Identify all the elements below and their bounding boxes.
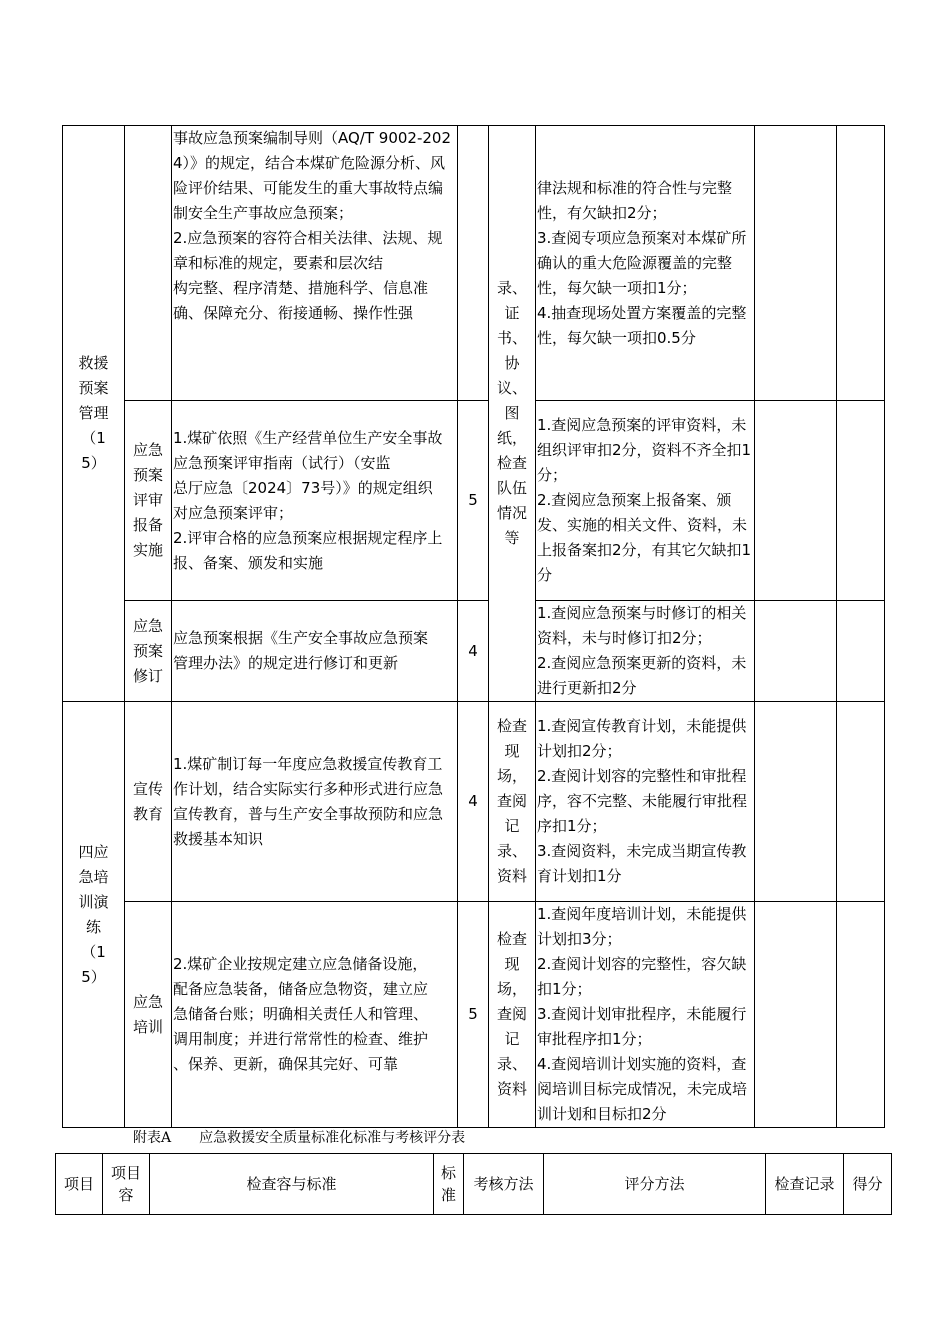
points-cell [837,601,885,702]
header-content: 检查容与标准 [150,1154,434,1215]
score-method-cell: 1.查阅宣传教育计划，未能提供计划扣2分； 2.查阅计划容的完整性和审批程序，容不完整、未能履行审批程序扣1分； 3.查阅资料，未完成当期宣传教育计划扣1分 [536,702,755,902]
sub-item-cell: 应急预案评审报备实施 [125,401,172,601]
content-cell: 1.煤矿依照《生产经营单位生产安全事故应急预案评审指南（试行）（安监 总厅应急〔2024〕73号）》的规定组织 对应急预案评审； 2.评审合格的应急预案应根据规定程序上报、备案、颁发和实施 [172,401,458,601]
item-cell-training-drill: 四应急培训演练（15） [63,702,125,1128]
item-cell-rescue-plan: 救援预案管理（15） [63,126,125,702]
table-row [63,702,885,902]
sub-item-cell: 应急培训 [125,902,172,1128]
points-cell [837,126,885,401]
content-cell: 应急预案根据《生产安全事故应急预案 管理办法》的规定进行修订和更新 [172,601,458,702]
header-points: 得分 [844,1154,892,1215]
record-cell [755,401,837,601]
method-cell: 录、证书、协议、图纸，检查队伍情况等 [489,126,536,702]
record-cell [755,902,837,1128]
header-score-method: 评分方法 [544,1154,766,1215]
score-method-cell: 律法规和标准的符合性与完整性，有欠缺扣2分； 3.查阅专项应急预案对本煤矿所确认的重大危险源覆盖的完整性，每欠缺一项扣1分； 4.抽查现场处置方案覆盖的完整性，每欠缺一项扣0.5分 [536,126,755,401]
table-caption: 附表A 应急救援安全质量标准化标准与考核评分表 [133,1130,466,1146]
header-method: 考核方法 [464,1154,544,1215]
header-record: 检查记录 [766,1154,844,1215]
content-cell: 1.煤矿制订每一年度应急救援宣传教育工作计划，结合实际实行多种形式进行应急宣传教育，普与生产安全事故预防和应急救援基本知识 [172,702,458,902]
record-cell [755,601,837,702]
score-method-cell: 1.查阅年度培训计划，未能提供计划扣3分； 2.查阅计划容的完整性，容欠缺扣1分； 3.查阅计划审批程序，未能履行审批程序扣1分； 4.查阅培训计划实施的资料，查阅培训目标完成情况，未完成培训计划和目标扣2分 [536,902,755,1128]
score-method-cell: 1.查阅应急预案的评审资料，未组织评审扣2分，资料不齐全扣1分； 2.查阅应急预案上报备案、颁发、实施的相关文件、资料，未上报备案扣2分，有其它欠缺扣1分 [536,401,755,601]
record-cell [755,702,837,902]
record-cell [755,126,837,401]
method-cell: 检查现场，查阅记录、资料 [489,702,536,902]
table-row [63,401,885,601]
standard-cell: 4 [458,702,489,902]
standard-cell: 5 [458,902,489,1128]
content-cell: 2.煤矿企业按规定建立应急储备设施， 配备应急装备，储备应急物资，建立应 急储备台账；明确相关责任人和管理、 调用制度；并进行常常性的检查、维护 、保养、更新，确保其完好、可靠 [172,902,458,1128]
score-method-cell: 1.查阅应急预案与时修订的相关资料，未与时修订扣2分； 2.查阅应急预案更新的资料，未进行更新扣2分 [536,601,755,702]
table-row [63,902,885,1128]
points-cell [837,401,885,601]
standard-cell-empty [458,126,489,401]
table-row [63,126,885,401]
method-cell: 检查现场，查阅记录、资料 [489,902,536,1128]
standard-cell: 4 [458,601,489,702]
sub-item-cell-empty [125,126,172,401]
assessment-table-header [55,1153,892,1215]
header-sub-item: 项目容 [103,1154,150,1215]
standard-cell: 5 [458,401,489,601]
points-cell [837,702,885,902]
points-cell [837,902,885,1128]
assessment-table-continued [62,125,885,1128]
header-row [56,1154,892,1215]
header-item: 项目 [56,1154,103,1215]
sub-item-cell: 应急预案修订 [125,601,172,702]
sub-item-cell: 宣传教育 [125,702,172,902]
table-row [63,601,885,702]
header-standard: 标准 [434,1154,464,1215]
content-cell: 事故应急预案编制导则（AQ/T 9002-2024）》的规定，结合本煤矿危险源分析、风险评价结果、可能发生的重大事故特点编制安全生产事故应急预案； 2.应急预案的容符合相关法律、法规、规章和标准的规定，要素和层次结 构完整、程序清楚、措施科学、信息准 确、保障充分、衔接通畅、操作性强 [172,126,458,401]
